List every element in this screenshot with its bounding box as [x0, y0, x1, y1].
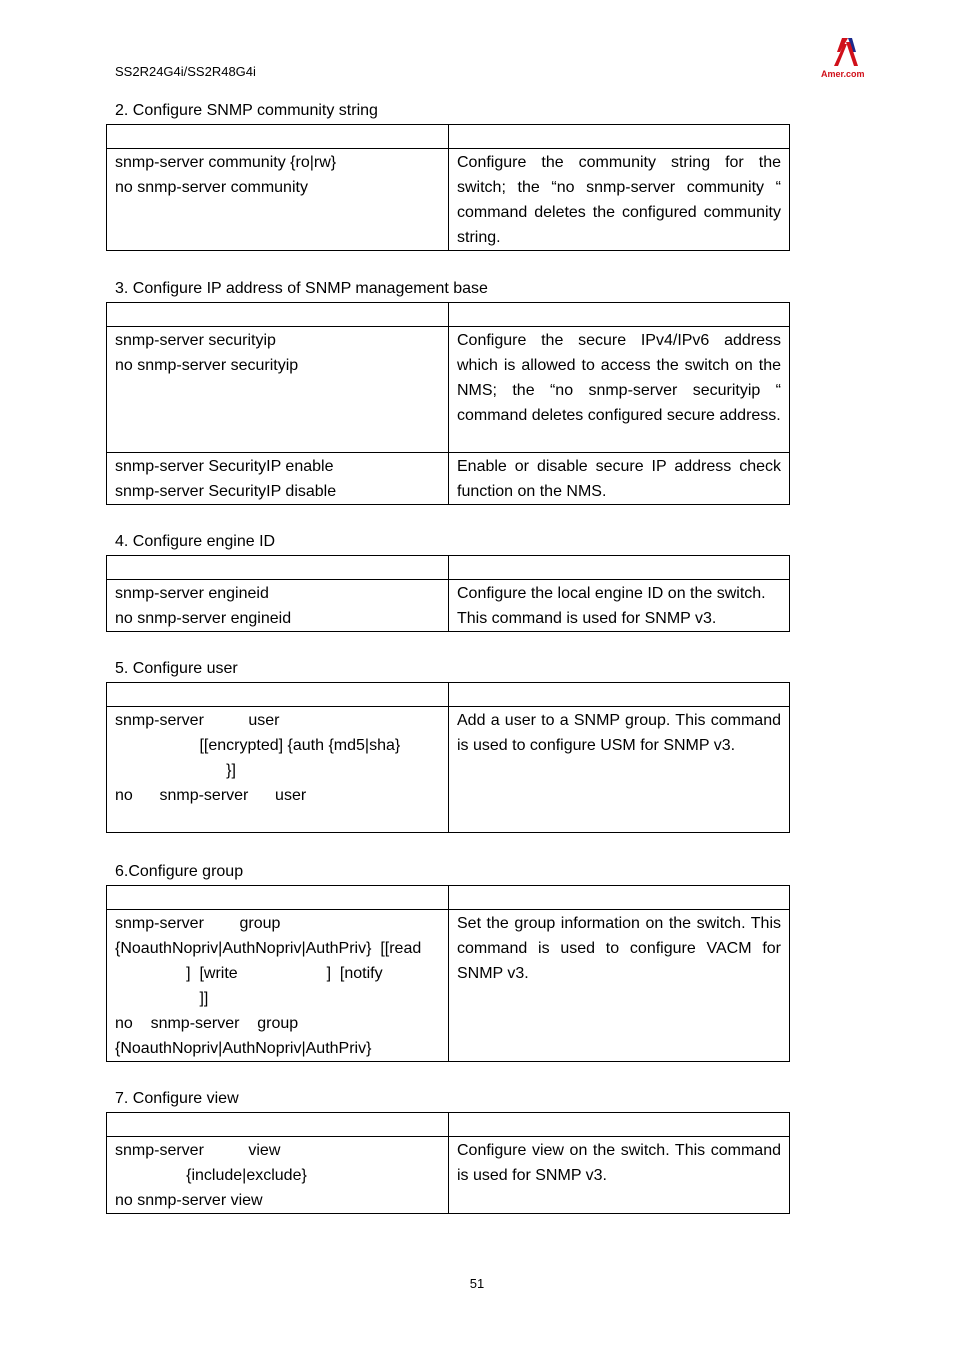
section-title-engine-id: 4. Configure engine ID — [115, 533, 276, 550]
engine-id-table — [106, 555, 790, 632]
explanation-cell: Enable or disable secure IP address check function on the NMS. — [449, 453, 790, 505]
table-row — [107, 1137, 790, 1214]
command-cell: snmp-server group {NoauthNopriv|AuthNopriv|AuthPriv} [[read ] [write ] [notify ]] no snmp-server group {NoauthNopriv|AuthNopriv|AuthPriv} — [107, 910, 449, 1062]
table-row — [107, 327, 790, 453]
table-header-row — [107, 1113, 790, 1137]
command-cell: snmp-server user [[encrypted] {auth {md5|sha} }] no snmp-server user — [107, 707, 449, 833]
explanation-cell: Configure view on the switch. This command is used for SNMP v3. — [449, 1137, 790, 1214]
explanation-cell: Set the group information on the switch. This command is used to configure VACM for SNMP v3. — [449, 910, 790, 1062]
logo-wordmark: Amer.com — [821, 69, 865, 79]
table-header-row — [107, 125, 790, 149]
explanation-cell: Configure the secure IPv4/IPv6 address which is allowed to access the switch on the NMS; the “no snmp-server securityip “ command deletes configured secure address. — [449, 327, 790, 453]
explanation-cell: Configure the local engine ID on the switch. This command is used for SNMP v3. — [449, 580, 790, 632]
command-cell: snmp-server securityip no snmp-server securityip — [107, 327, 449, 453]
securityip-table — [106, 302, 790, 505]
table-row — [107, 149, 790, 251]
section-title-securityip: 3. Configure IP address of SNMP management base — [115, 280, 488, 297]
table-row — [107, 453, 790, 505]
command-cell: snmp-server SecurityIP enable snmp-server SecurityIP disable — [107, 453, 449, 505]
command-cell: snmp-server engineid no snmp-server engineid — [107, 580, 449, 632]
table-header-row — [107, 556, 790, 580]
section-title-group: 6.Configure group — [115, 863, 244, 880]
section-title-user: 5. Configure user — [115, 660, 238, 677]
table-header-row — [107, 886, 790, 910]
table-header-row — [107, 683, 790, 707]
command-cell: snmp-server view {include|exclude} no snmp-server view — [107, 1137, 449, 1214]
table-header-row — [107, 303, 790, 327]
community-string-table — [106, 124, 790, 251]
amer-logo — [818, 36, 876, 82]
explanation-cell: Configure the community string for the switch; the “no snmp-server community “ command deletes the configured community string. — [449, 149, 790, 251]
section-title-view: 7. Configure view — [115, 1090, 239, 1107]
explanation-cell: Add a user to a SNMP group. This command is used to configure USM for SNMP v3. — [449, 707, 790, 833]
command-cell: snmp-server community {ro|rw} no snmp-server community — [107, 149, 449, 251]
group-table — [106, 885, 790, 1062]
view-table — [106, 1112, 790, 1214]
page-number: 51 — [469, 1276, 485, 1291]
document-model-header: SS2R24G4i/SS2R48G4i — [115, 64, 256, 79]
table-row — [107, 910, 790, 1062]
table-row — [107, 580, 790, 632]
section-title-community-string: 2. Configure SNMP community string — [115, 102, 378, 119]
user-table — [106, 682, 790, 833]
table-row — [107, 707, 790, 833]
